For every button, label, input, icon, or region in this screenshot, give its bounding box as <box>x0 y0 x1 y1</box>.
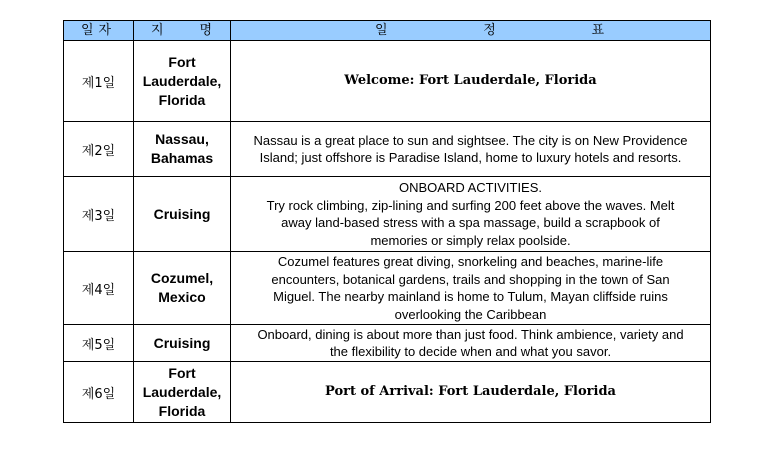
place-line: Cozumel, <box>150 270 214 286</box>
schedule-line: encounters, botanical gardens, trails and shopping in the town of San <box>271 271 670 287</box>
table-row <box>64 41 711 122</box>
schedule-line: memories or simply relax poolside. <box>370 232 571 248</box>
day-cell: 제1일 <box>64 41 134 122</box>
schedule-line: ONBOARD ACTIVITIES. <box>398 180 543 195</box>
schedule-line: Try rock climbing, zip-lining and surfing 200 feet above the waves. Melt <box>266 197 675 213</box>
header-place <box>134 21 231 41</box>
header-row <box>64 21 711 41</box>
place-line: Florida <box>158 402 206 419</box>
table-row <box>64 325 711 362</box>
header-schedule-char-2: 정 <box>483 23 496 38</box>
day-cell: 제6일 <box>64 362 134 423</box>
schedule-cell <box>231 41 711 122</box>
schedule-line: the flexibility to decide when and what you savor. <box>329 344 612 359</box>
header-date <box>64 21 134 41</box>
place-line: Florida <box>158 91 206 108</box>
header-schedule-char-3: 표 <box>591 23 604 38</box>
schedule-cell <box>231 362 711 423</box>
place-line: Mexico <box>158 289 206 305</box>
table-row <box>64 362 711 423</box>
place-line: Bahamas <box>150 150 214 166</box>
schedule-line: overlooking the Caribbean <box>394 306 547 322</box>
header-schedule <box>231 21 711 41</box>
table-row <box>64 122 711 177</box>
day-cell: 제3일 <box>64 177 134 252</box>
schedule-line: Miguel. The nearby mainland is home to Tulum, Mayan cliffside ruins <box>273 289 668 304</box>
schedule-line: Port of Arrival: Fort Lauderdale, Florida <box>325 384 616 400</box>
place-cell <box>134 325 231 362</box>
place-line: Lauderdale, <box>142 383 222 400</box>
schedule-line: away land-based stress with a spa massage, build a scrapbook of <box>281 215 660 230</box>
schedule-line: Welcome: Fort Lauderdale, Florida <box>344 73 597 89</box>
day-cell: 제5일 <box>64 325 134 362</box>
table-row <box>64 177 711 252</box>
schedule-line: Onboard, dining is about more than just food. Think ambience, variety and <box>257 326 684 342</box>
itinerary-table <box>63 20 711 423</box>
place-cell <box>134 41 231 122</box>
schedule-cell <box>231 177 711 252</box>
schedule-cell <box>231 122 711 177</box>
place-line: Nassau, <box>155 131 209 147</box>
place-cell <box>134 252 231 325</box>
header-date-label: 일자 <box>80 23 117 38</box>
day-cell: 제2일 <box>64 122 134 177</box>
schedule-line: Nassau is a great place to sun and sightsee. The city is on New Providence <box>253 132 688 148</box>
place-line: Lauderdale, <box>142 72 222 89</box>
schedule-cell <box>231 252 711 325</box>
schedule-line: Island; just offshore is Paradise Island, home to luxury hotels and resorts. <box>259 150 682 165</box>
place-line: Cruising <box>153 334 211 351</box>
place-cell <box>134 122 231 177</box>
day-cell: 제4일 <box>64 252 134 325</box>
place-line: Fort <box>168 364 196 381</box>
place-cell <box>134 177 231 252</box>
schedule-cell <box>231 325 711 362</box>
place-line: Fort <box>168 53 196 70</box>
header-place-char-1: 지 <box>151 23 164 38</box>
header-schedule-char-1: 일 <box>375 23 388 38</box>
header-place-char-2: 명 <box>199 23 212 38</box>
table-row <box>64 252 711 325</box>
place-cell <box>134 362 231 423</box>
schedule-line: Cozumel features great diving, snorkeling and beaches, marine-life <box>277 254 664 269</box>
place-line: Cruising <box>153 205 211 222</box>
